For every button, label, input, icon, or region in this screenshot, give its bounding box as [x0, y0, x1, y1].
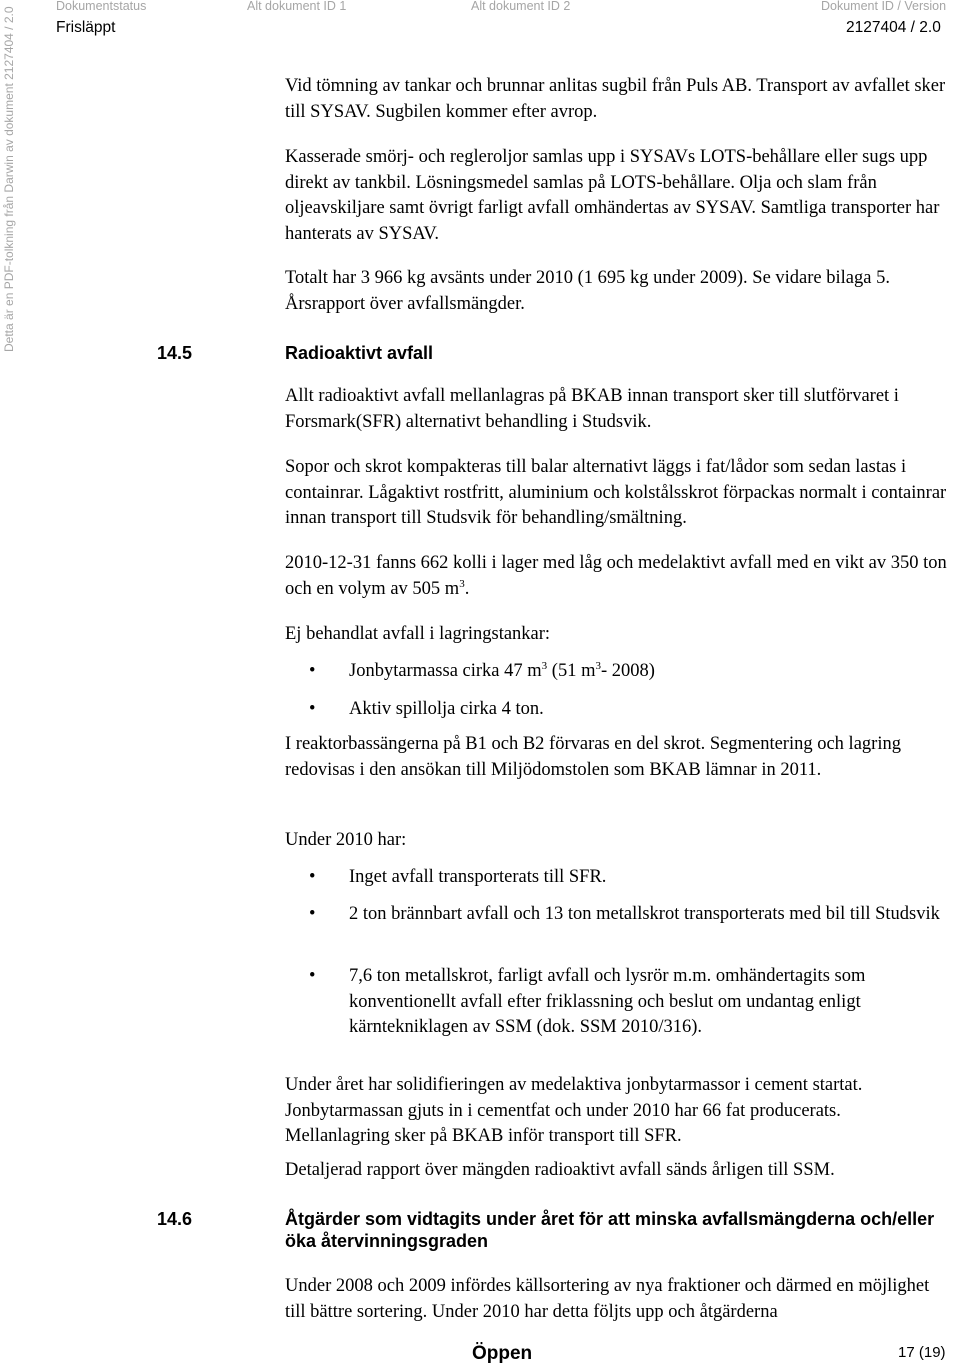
header-label-alt-id-2: Alt dokument ID 2	[471, 0, 571, 13]
side-watermark-note: Detta är en PDF-tolkning från Darwin av dokument 2127404 / 2.0	[2, 6, 16, 352]
section-title-atgarder: Åtgärder som vidtagits under året för att minska avfallsmängderna och/eller öka återvinningsgraden	[285, 1209, 935, 1251]
bullet-icon: •	[309, 867, 316, 887]
bullet-icon: •	[309, 966, 316, 986]
bullet-icon: •	[309, 661, 316, 681]
section-number-14-5: 14.5	[157, 343, 193, 363]
paragraph-oljor: Kasserade smörj- och regleroljor samlas upp i SYSAVs LOTS-behållare eller sugs upp direkt av tankbil. Lösningsmedel samlas på LOTS-behållare. Olja och slam från oljeavskiljare samt övrigt farligt avfall omhändertas av SYSAV. Samtliga transporter har hanterats av SYSAV.	[285, 147, 940, 244]
paragraph-sugbil: Vid tömning av tankar och brunnar anlitas sugbil från Puls AB. Transport av avfallet sker till SYSAV. Sugbilen kommer efter avrop.	[285, 76, 946, 122]
paragraph-kallsortering: Under 2008 och 2009 infördes källsortering av nya fraktioner och därmed en möjlighet till bättre sortering. Under 2010 har detta följts upp och åtgärderna	[285, 1276, 930, 1322]
paragraph-mellanlagras: Allt radioaktivt avfall mellanlagras på BKAB innan transport sker till slutförvaret i Forsmark(SFR) alternativt behandling i Studsvik.	[285, 386, 899, 432]
header-label-document-id-version: Dokument ID / Version	[821, 0, 947, 13]
section-title-radioaktivt-avfall: Radioaktivt avfall	[285, 343, 434, 363]
header-label-document-status: Dokumentstatus	[56, 0, 147, 13]
document-id-value: 2127404 / 2.0	[846, 19, 941, 36]
section-number-14-6: 14.6	[157, 1209, 193, 1229]
bullet-icon: •	[309, 699, 316, 719]
classification-label: Öppen	[472, 1343, 533, 1364]
paragraph-solidifiering: Under året har solidifieringen av medelaktiva jonbytarmassor i cement startat. Jonbytarmassan gjuts in i cementfat och under 2010 har 66 fat producerats. Mellanlagring sker på BKAB inför transport till SFR.	[285, 1075, 863, 1146]
paragraph-detaljerad-rapport: Detaljerad rapport över mängden radioaktivt avfall sänds årligen till SSM.	[285, 1160, 835, 1180]
paragraph-sopor: Sopor och skrot kompakteras till balar alternativt läggs i fat/lådor som sedan lastas i containrar. Lågaktivt rostfritt, aluminium och kolstålsskrot förpackas normalt i containrar innan transport till Studsvik för behandling/smältning.	[285, 457, 947, 528]
document-status-value: Frisläppt	[56, 19, 116, 36]
paragraph-totalt: Totalt har 3 966 kg avsänts under 2010 (1 695 kg under 2009). Se vidare bilaga 5. Årsrapport över avfallsmängder.	[285, 268, 890, 314]
paragraph-lagringstankar: Ej behandlat avfall i lagringstankar:	[285, 624, 551, 644]
page-number: 17 (19)	[898, 1344, 946, 1361]
paragraph-kolli: 2010-12-31 fanns 662 kolli i lager med låg och medelaktivt avfall med en vikt av 350 ton och en volym av 505 $m^3$.	[285, 553, 947, 599]
header-label-alt-id-1: Alt dokument ID 1	[247, 0, 347, 13]
paragraph-under-2010: Under 2010 har:	[285, 830, 407, 850]
bullet-icon: •	[309, 904, 316, 924]
paragraph-reaktorbassanger: I reaktorbassängerna på B1 och B2 förvaras en del skrot. Segmentering och lagring redovisas i den ansökan till Miljödomstolen som BKAB lämnar in 2011.	[285, 734, 901, 780]
